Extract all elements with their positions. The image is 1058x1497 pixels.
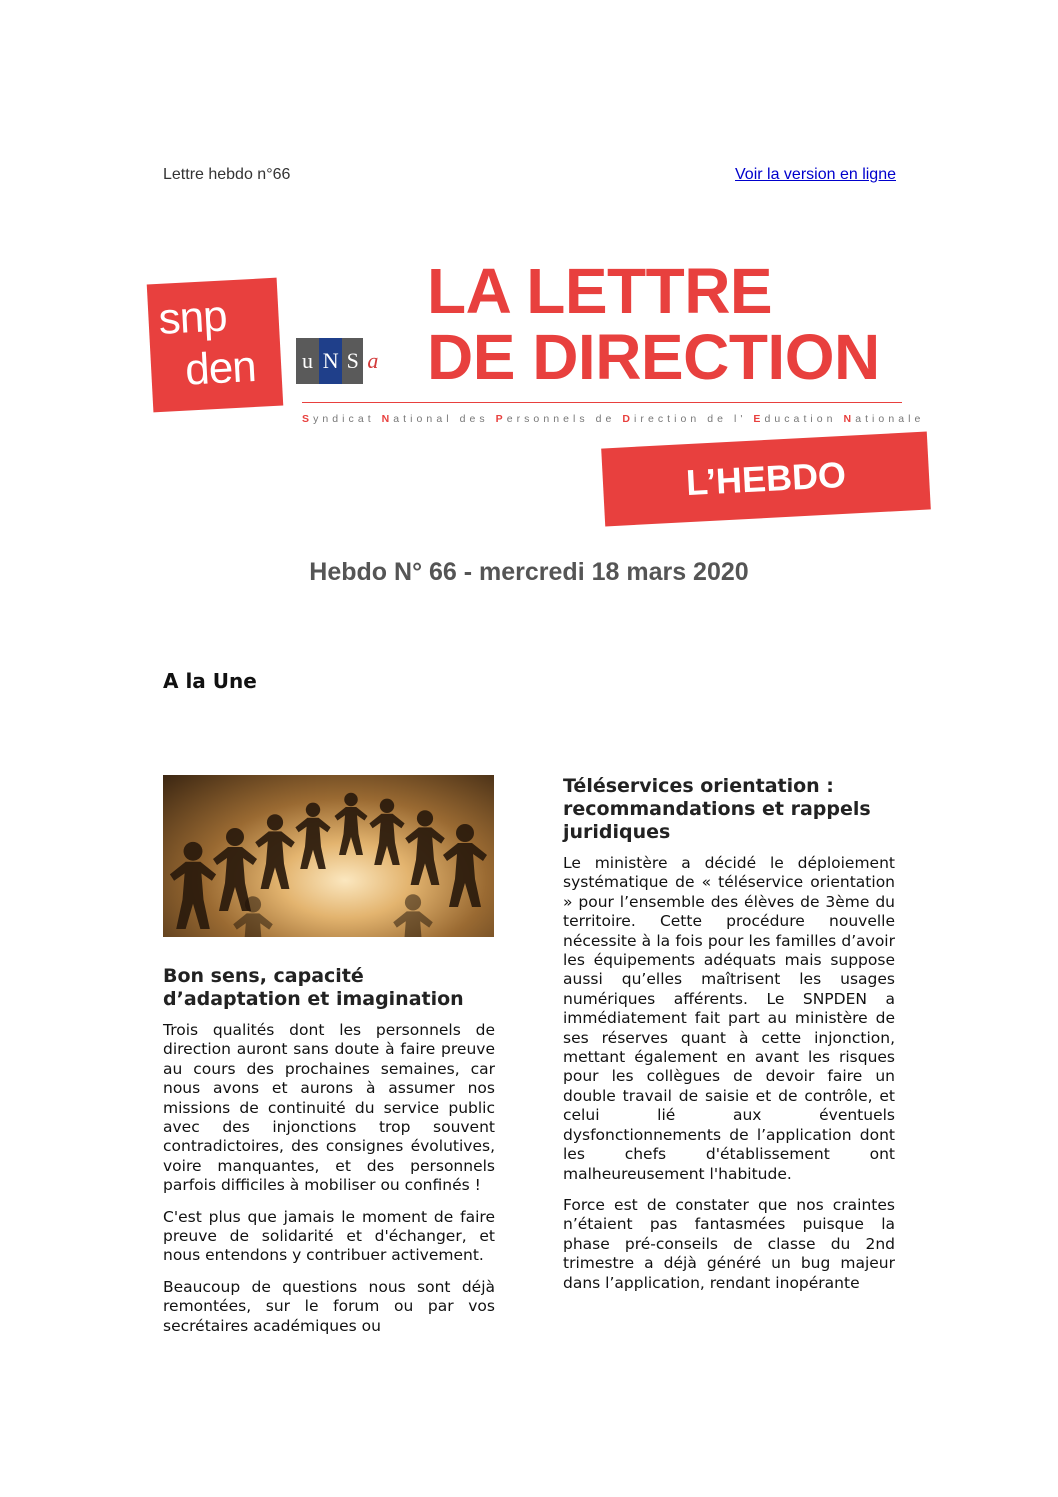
tagline-initial: E	[753, 413, 765, 425]
tagline-initial: D	[622, 413, 635, 425]
tagline-word: irection	[634, 413, 701, 425]
logo-den-text: den	[183, 341, 257, 395]
unsa-letter: S	[342, 338, 363, 384]
masthead-title-line2: DE DIRECTION	[427, 321, 880, 393]
right-article	[563, 775, 895, 1305]
tagline-word: ersonnels	[506, 413, 589, 425]
section-heading: A la Une	[163, 669, 257, 693]
logo-snp-text: snp	[157, 291, 228, 344]
masthead-title	[427, 255, 880, 393]
tagline-initial: S	[302, 413, 314, 425]
hebdo-banner: L’HEBDO	[601, 432, 931, 527]
article-paragraph: Beaucoup de questions nous sont déjà remontées, sur le forum ou par vos secrétaires académiques ou	[163, 1277, 495, 1335]
article-paragraph: C'est plus que jamais le moment de faire preuve de solidarité et d'échanger, et nous entendons y contribuer activement.	[163, 1207, 495, 1265]
tagline-initial: N	[843, 413, 856, 425]
unsa-logo	[296, 338, 402, 384]
masthead-title-line1: LA LETTRE	[427, 255, 773, 327]
issue-heading: Hebdo N° 66 - mercredi 18 mars 2020	[309, 558, 749, 586]
tagline-initial: N	[381, 413, 394, 425]
tagline-word: de l'	[707, 413, 747, 425]
masthead-tagline	[302, 413, 925, 425]
snpden-logo	[147, 278, 284, 413]
paper-people-icon	[163, 775, 494, 937]
tagline-word: yndicat	[313, 413, 375, 425]
masthead-divider	[302, 402, 902, 403]
article-paragraph: Le ministère a décidé le déploiement systématique de « téléservice orientation » pour l’ensemble des élèves de 3ème du territoire. Cette procédure nouvelle nécessite à la fois pour les familles d’avoir les équipements adéquats mais suppose aussi qu’elles maîtrisent les usages numériques afférents. Le SNPDEN a immédiatement fait part au ministère de ses réserves quant à cette injonction, mettant également en avant les risques pour les collègues de devoir faire un double travail de saisie et de contrôle, et celui lié aux éventuels dysfonctionnements de l’application dont les chefs d'établissement ont malheureusement l'habitude.	[563, 854, 895, 1183]
unsa-letter: N	[319, 338, 342, 384]
tagline-word: des	[459, 413, 489, 425]
unsa-letter: u	[296, 338, 319, 384]
tagline-word: de	[595, 413, 616, 425]
online-version-link[interactable]: Voir la version en ligne	[735, 166, 896, 183]
right-article-title: Téléservices orientation : recommandations et rappels juridiques	[563, 775, 871, 843]
article-paragraph: Trois qualités dont les personnels de direction auront sans doute à faire preuve au cours des prochaines semaines, car nous avons et aurons à assumer nos missions de continuité du service public avec des injonctions trop souvent contradictoires, des consignes évolutives, voire manquantes, et des personnels parfois difficiles à mobiliser ou confinés !	[163, 1021, 495, 1195]
tagline-word: ationale	[855, 413, 925, 425]
article-paragraph: Force est de constater que nos craintes n’étaient pas fantasmées puisque la phase pré-conseils de classe du 2nd trimestre a déjà généré un bug majeur dans l’application, rendant inopérante	[563, 1195, 895, 1292]
left-article-title: Bon sens, capacité d’adaptation et imagination	[163, 965, 464, 1010]
tagline-initial: P	[495, 413, 507, 425]
left-article	[163, 965, 495, 1348]
unsa-letter: a	[367, 348, 379, 373]
tagline-word: ducation	[764, 413, 837, 425]
paper-chain-people-image	[163, 775, 494, 937]
issue-label: Lettre hebdo n°66	[163, 166, 291, 183]
tagline-word: ational	[393, 413, 453, 425]
